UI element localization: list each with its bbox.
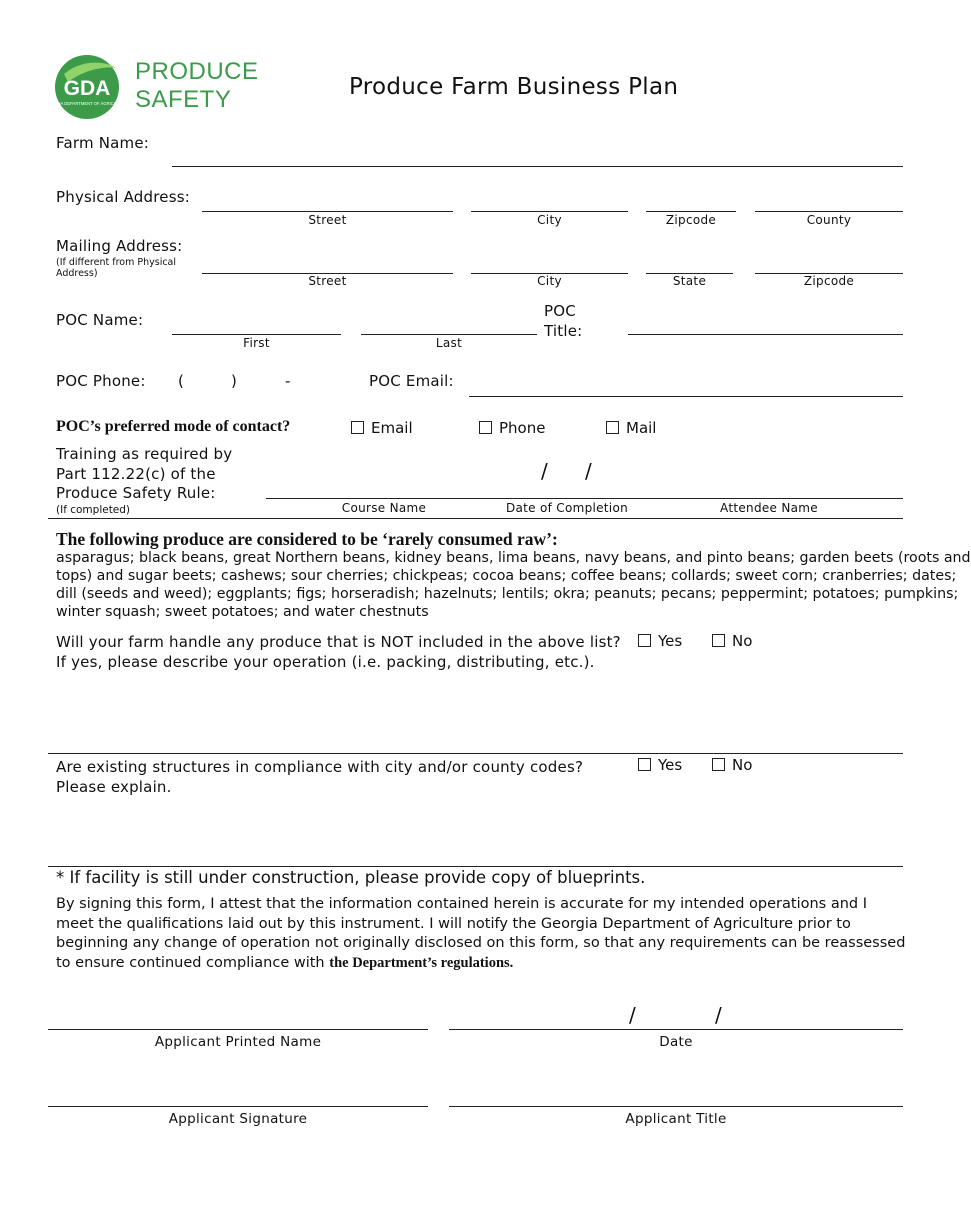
signature-line xyxy=(48,1106,428,1107)
structures-question-line2: Please explain. xyxy=(56,778,172,796)
applicant-title-field[interactable] xyxy=(449,1085,905,1105)
physical-city-caption: City xyxy=(537,213,562,227)
gda-logo xyxy=(43,54,274,120)
poc-title-label-line1: POC xyxy=(544,302,576,320)
date-slash-2: / xyxy=(715,1003,722,1027)
structures-question xyxy=(56,757,583,797)
training-note: (If completed) xyxy=(56,504,131,516)
poc-last-caption: Last xyxy=(435,336,463,350)
contact-email-label: Email xyxy=(371,419,413,437)
training-attendee-field[interactable] xyxy=(650,478,906,498)
mailing-street-caption: Street xyxy=(308,274,347,288)
poc-title-field[interactable] xyxy=(628,314,906,334)
other-produce-description-field[interactable] xyxy=(56,676,905,752)
other-produce-line xyxy=(48,753,903,754)
poc-first-name-field[interactable] xyxy=(172,314,344,334)
attestation-text xyxy=(56,895,905,973)
structures-yes-checkbox[interactable] xyxy=(638,756,682,774)
other-produce-no-label: No xyxy=(732,632,753,650)
mailing-address-note: (If different from Physical Address) xyxy=(56,257,177,279)
training-date-slash-2: / xyxy=(585,459,592,483)
attestation-line: beginning any change of operation not originally disclosed on this form, so that any requirements can be reassessed xyxy=(56,935,906,951)
gda-seal-icon xyxy=(43,54,131,120)
checkbox-box-icon[interactable] xyxy=(638,634,651,647)
poc-title-label xyxy=(544,301,582,341)
date-caption: Date xyxy=(659,1034,693,1050)
mailing-state-field[interactable] xyxy=(646,253,736,273)
poc-phone-label: POC Phone: xyxy=(56,372,146,390)
phone-dash: - xyxy=(285,372,291,390)
mailing-zipcode-caption: Zipcode xyxy=(803,274,855,288)
structures-no-label: No xyxy=(732,756,753,774)
checkbox-box-icon[interactable] xyxy=(606,421,619,434)
physical-county-field[interactable] xyxy=(755,191,906,211)
structures-question-line1: Are existing structures in compliance with city and/or county codes? xyxy=(56,758,584,776)
training-day-field[interactable] xyxy=(552,478,586,498)
training-label-line2: Part 112.22(c) of the xyxy=(56,464,216,483)
physical-county-caption: County xyxy=(806,213,852,227)
logo-word-safety: SAFETY xyxy=(135,86,232,113)
training-course-caption: Course Name xyxy=(341,501,427,515)
training-line xyxy=(266,498,903,499)
phone-prefix-field[interactable] xyxy=(242,372,286,392)
logo-word-produce: PRODUCE xyxy=(135,58,259,85)
poc-email-field[interactable] xyxy=(469,375,906,395)
poc-title-label-line2: Title: xyxy=(544,322,583,340)
structures-no-checkbox[interactable] xyxy=(712,756,752,774)
poc-first-line xyxy=(172,334,341,335)
farm-name-label: Farm Name: xyxy=(56,134,150,152)
physical-zipcode-caption: Zipcode xyxy=(665,213,717,227)
attestation-last-line-a: to ensure continued compliance with xyxy=(56,954,330,971)
other-produce-question xyxy=(56,632,621,672)
training-label xyxy=(56,445,232,504)
applicant-signature-caption: Applicant Signature xyxy=(168,1111,308,1127)
date-month-field[interactable] xyxy=(560,1008,630,1028)
contact-phone-label: Phone xyxy=(499,419,546,437)
phone-line-number-field[interactable] xyxy=(296,372,364,392)
physical-city-line xyxy=(471,211,628,212)
phone-open-paren: ( xyxy=(178,372,185,390)
rarely-raw-line: winter squash; sweet potatoes; and water chestnuts xyxy=(56,604,429,620)
page-title: Produce Farm Business Plan xyxy=(349,74,679,100)
mailing-street-field[interactable] xyxy=(202,253,456,273)
contact-mail-label: Mail xyxy=(626,419,657,437)
physical-street-caption: Street xyxy=(308,213,347,227)
attestation-last-line-b: the Department’s regulations. xyxy=(329,954,514,971)
rarely-raw-list xyxy=(56,549,971,621)
training-label-line1: Training as required by xyxy=(56,445,233,463)
date-slash-1: / xyxy=(629,1003,636,1027)
mailing-zipcode-field[interactable] xyxy=(755,253,906,273)
attestation-line: By signing this form, I attest that the information contained herein is accurate for my intended operations and I xyxy=(56,896,868,912)
other-produce-question-line2: If yes, please describe your operation (i.e. packing, distributing, etc.). xyxy=(56,653,595,671)
rarely-raw-line: tops) and sugar beets; cashews; sour cherries; chickpeas; cocoa beans; coffee beans; collards; sweet corn; cranberries; dates; xyxy=(56,568,957,584)
physical-street-field[interactable] xyxy=(202,191,456,211)
rarely-raw-line: asparagus; black beans, great Northern beans, kidney beans, lima beans, navy beans, and pinto beans; garden beets (roots and xyxy=(56,550,971,566)
training-month-field[interactable] xyxy=(505,478,543,498)
mailing-city-caption: City xyxy=(537,274,562,288)
mailing-state-caption: State xyxy=(672,274,707,288)
date-day-field[interactable] xyxy=(642,1008,716,1028)
training-year-field[interactable] xyxy=(597,478,641,498)
structures-explanation-field[interactable] xyxy=(56,800,905,864)
mailing-city-field[interactable] xyxy=(471,253,631,273)
physical-city-field[interactable] xyxy=(471,191,631,211)
training-attendee-caption: Attendee Name xyxy=(720,501,818,515)
checkbox-box-icon[interactable] xyxy=(712,634,725,647)
phone-area-code-field[interactable] xyxy=(188,372,232,392)
svg-text:GEORGIA DEPARTMENT OF AGRICULT: GEORGIA DEPARTMENT OF AGRICULTURE xyxy=(43,101,131,106)
training-label-line3: Produce Safety Rule: xyxy=(56,484,216,502)
farm-name-field[interactable] xyxy=(172,146,906,166)
checkbox-box-icon[interactable] xyxy=(479,421,492,434)
contact-mode-question: POC’s preferred mode of contact? xyxy=(56,418,291,435)
date-line xyxy=(449,1029,903,1030)
construction-note: * If facility is still under construction, please provide copy of blueprints. xyxy=(56,868,646,887)
poc-email-line xyxy=(469,396,903,397)
poc-last-line xyxy=(361,334,537,335)
attestation-line: meet the qualifications laid out by this instrument. I will notify the Georgia Department of Agriculture prior to xyxy=(56,915,851,932)
physical-zipcode-line xyxy=(646,211,736,212)
rarely-raw-line: dill (seeds and weed); eggplants; figs; horseradish; hazelnuts; lentils; okra; peanuts; pecans; peppermint; potatoes; pumpkins; xyxy=(56,586,959,602)
applicant-title-caption: Applicant Title xyxy=(625,1111,727,1127)
section-divider xyxy=(48,518,903,519)
structures-yes-label: Yes xyxy=(658,756,683,774)
phone-close-paren: ) xyxy=(231,372,238,390)
poc-title-line xyxy=(628,334,903,335)
contact-email-checkbox[interactable] xyxy=(351,419,413,437)
checkbox-box-icon[interactable] xyxy=(712,758,725,771)
checkbox-box-icon[interactable] xyxy=(638,758,651,771)
poc-email-label: POC Email: xyxy=(369,372,454,390)
date-year-field[interactable] xyxy=(728,1008,812,1028)
poc-name-label: POC Name: xyxy=(56,311,144,329)
contact-phone-checkbox[interactable] xyxy=(479,419,545,437)
other-produce-question-line1: Will your farm handle any produce that is NOT included in the above list? xyxy=(56,633,621,651)
contact-mail-checkbox[interactable] xyxy=(606,419,656,437)
poc-first-caption: First xyxy=(243,336,270,350)
farm-name-line xyxy=(172,166,903,167)
poc-last-name-field[interactable] xyxy=(361,314,540,334)
svg-text:GDA: GDA xyxy=(63,77,111,100)
physical-county-line xyxy=(755,211,903,212)
other-produce-yes-label: Yes xyxy=(658,632,683,650)
training-date-caption: Date of Completion xyxy=(505,501,628,515)
mailing-address-label: Mailing Address: xyxy=(56,237,183,255)
rarely-raw-heading: The following produce are considered to be ‘rarely consumed raw’: xyxy=(56,529,558,549)
training-course-name-field[interactable] xyxy=(268,478,502,498)
other-produce-no-checkbox[interactable] xyxy=(712,632,752,650)
physical-address-label: Physical Address: xyxy=(56,188,190,206)
printed-name-line xyxy=(48,1029,428,1030)
applicant-signature-field[interactable] xyxy=(48,1085,430,1105)
structures-line xyxy=(48,866,903,867)
physical-zipcode-field[interactable] xyxy=(646,191,739,211)
applicant-printed-name-field[interactable] xyxy=(48,1008,430,1028)
applicant-printed-name-caption: Applicant Printed Name xyxy=(154,1034,322,1050)
checkbox-box-icon[interactable] xyxy=(351,421,364,434)
applicant-title-line xyxy=(449,1106,903,1107)
attestation-line-last xyxy=(56,954,905,974)
other-produce-yes-checkbox[interactable] xyxy=(638,632,682,650)
physical-street-line xyxy=(202,211,453,212)
training-date-slash-1: / xyxy=(541,459,548,483)
